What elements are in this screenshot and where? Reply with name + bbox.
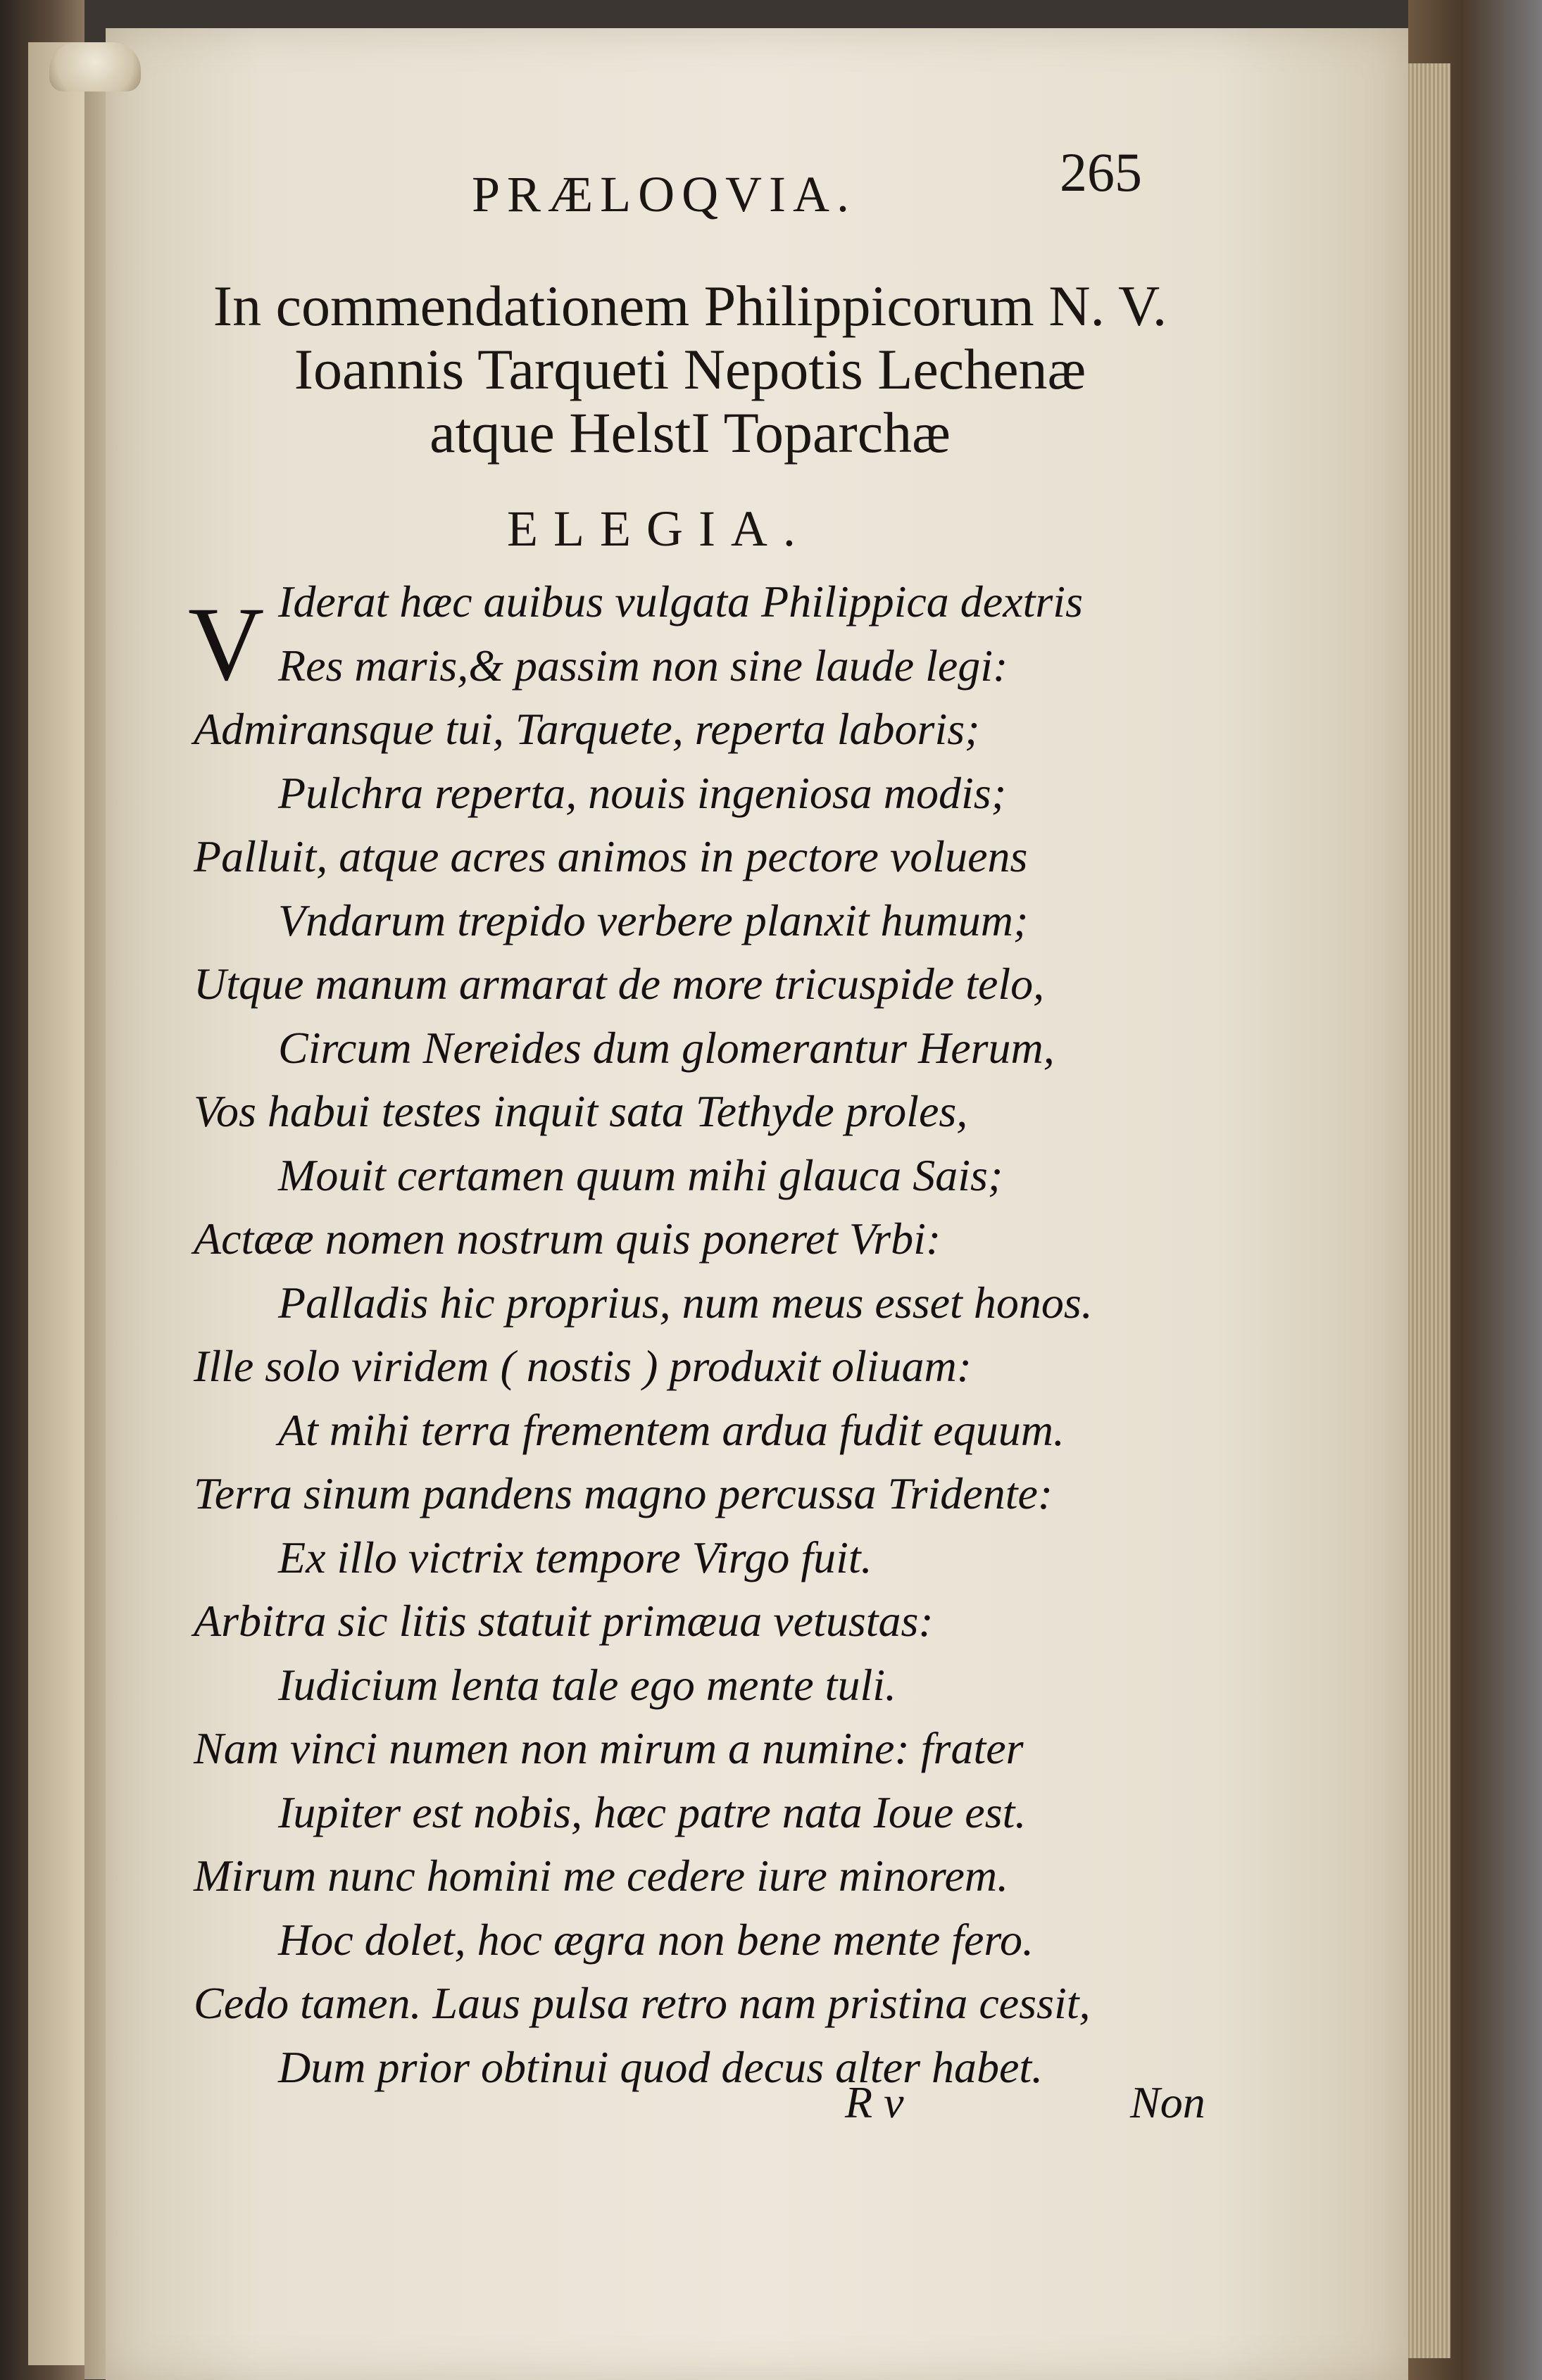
poem-line: Res maris,& passim non sine laude legi: — [278, 640, 1008, 691]
poem-line: Cedo tamen. Laus pulsa retro nam pristina cessit, — [194, 1978, 1091, 2028]
poem-line: At mihi terra frementem ardua fudit equum. — [278, 1404, 1065, 1455]
poem-line: Hoc dolet, hoc ægra non bene mente fero. — [278, 1914, 1034, 1965]
running-head: PRÆLOQVIA. — [472, 166, 857, 222]
poem-line: Pulchra reperta, nouis ingeniosa modis; — [278, 767, 1006, 818]
poem-line: Palladis hic proprius, num meus esset honos. — [278, 1277, 1093, 1328]
poem-body — [188, 570, 1264, 2099]
poem-line: Actææ nomen nostrum quis poneret Vrbi: — [194, 1214, 941, 1264]
poem-title — [190, 275, 1190, 465]
title-line: Ioannis Tarqueti Nepotis Lechenæ — [294, 337, 1086, 401]
poem-line: Ex illo victrix tempore Virgo fuit. — [278, 1532, 872, 1582]
poem-line: Nam vinci numen non mirum a numine: frater — [194, 1723, 1024, 1773]
catchword: Non — [1130, 2077, 1205, 2127]
page-block-edges — [1401, 63, 1450, 2358]
poem-line: Mirum nunc homini me cedere iure minorem. — [194, 1851, 1009, 1901]
poem-line: Utque manum armarat de more tricuspide telo, — [194, 959, 1045, 1009]
poem-line-text: Iderat hæc auibus vulgata Philippica dextris — [278, 577, 1083, 627]
poem-line: Palluit, atque acres animos in pectore voluens — [194, 831, 1028, 881]
poem-line: Circum Nereides dum glomerantur Herum, — [278, 1022, 1055, 1073]
poem-line: Terra sinum pandens magno percussa Tridente: — [194, 1468, 1053, 1518]
poem-line: Ille solo viridem ( nostis ) produxit oliuam: — [194, 1341, 972, 1391]
poem-line: Vndarum trepido verbere planxit humum; — [278, 895, 1029, 945]
signature-mark: R v — [845, 2077, 904, 2127]
page-number: 265 — [1060, 141, 1142, 203]
poem-line: Dum prior obtinui quod decus alter habet. — [278, 2041, 1043, 2092]
title-line: In commendationem Philippicorum N. V. — [213, 274, 1167, 338]
poem-line: Admiransque tui, Tarquete, reperta laboris; — [194, 704, 980, 754]
title-line: atque HelstI Toparchæ — [430, 401, 951, 465]
section-heading: ELEGIA. — [507, 500, 811, 557]
poem-line: Iudicium lenta tale ego mente tuli. — [278, 1659, 896, 1710]
poem-line: Vos habui testes inquit sata Tethyde proles, — [194, 1086, 968, 1136]
drop-cap: V — [188, 586, 265, 703]
poem-line: Mouit certamen quum mihi glauca Sais; — [278, 1150, 1003, 1200]
bookmark-ribbon-knot — [49, 42, 141, 92]
poem-line: Arbitra sic litis statuit primæua vetustas: — [194, 1596, 934, 1646]
poem-line: Iupiter est nobis, hæc patre nata Ioue est. — [278, 1787, 1027, 1837]
